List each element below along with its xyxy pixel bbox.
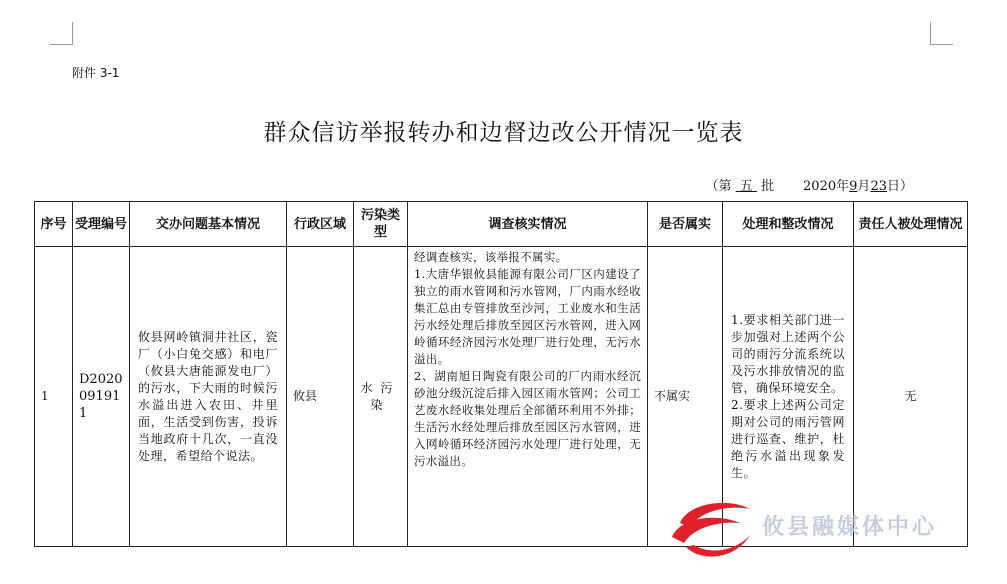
header-seq: 序号 — [35, 202, 73, 247]
investigation-summary: 经调查核实，该举报不属实。 — [414, 250, 568, 264]
batch-day-unit: 日） — [886, 179, 913, 194]
cell-is-true: 不属实 — [648, 247, 723, 547]
cell-accountability: 无 — [854, 247, 968, 547]
media-center-logo-icon — [666, 493, 758, 565]
header-area: 行政区域 — [287, 202, 354, 247]
batch-month-unit: 月 — [857, 179, 871, 194]
header-basic: 交办问题基本情况 — [130, 202, 287, 247]
crop-mark-top-left — [50, 22, 73, 45]
attachment-label: 附件 3-1 — [72, 66, 120, 80]
header-investigation: 调查核实情况 — [408, 202, 648, 247]
cell-type: 水污染 — [354, 247, 408, 547]
report-table — [34, 201, 968, 547]
batch-day: 23 — [870, 179, 887, 194]
header-code: 受理编号 — [73, 202, 130, 247]
header-handling: 处理和整改情况 — [723, 202, 854, 247]
table-header-row — [35, 202, 968, 247]
cell-code: D2020091911 — [73, 247, 130, 547]
crop-mark-top-right — [930, 22, 953, 45]
table-row — [35, 247, 968, 547]
header-is-true: 是否属实 — [648, 202, 723, 247]
cell-seq: 1 — [35, 247, 73, 547]
batch-number: 五 — [739, 179, 753, 194]
batch-year-unit: 年 — [836, 179, 850, 194]
cell-investigation — [408, 247, 648, 547]
batch-open: （第 — [705, 179, 732, 194]
batch-month: 9 — [849, 179, 858, 194]
handling-item-1: 1.要求相关部门进一步加强对上述两个公司的雨污分流系统以及污水排放情况的监管，确保环境安全。 — [731, 312, 845, 395]
page-title: 群众信访举报转办和边督边改公开情况一览表 — [263, 120, 744, 146]
cell-area: 攸县 — [287, 247, 354, 547]
cell-basic: 攸县网岭镇洞井社区，瓷厂（小白兔交感）和电厂（攸县大唐能源发电厂）的污水，下大雨的时候污水溢出进入农田、井里面，生活受到伤害，投诉当地政府十几次，一直没处理，希望给个说法。 — [130, 247, 287, 547]
watermark-text: 攸县融媒体中心 — [762, 515, 938, 540]
handling-item-2: 2.要求上述两公司定期对公司的雨污管网进行巡查、维护，杜绝污水溢出现象发生。 — [731, 397, 845, 480]
batch-word: 批 — [761, 179, 775, 194]
batch-date-line — [705, 175, 913, 194]
header-accountability: 责任人被处理情况 — [854, 202, 968, 247]
header-type: 污染类型 — [354, 202, 408, 247]
batch-year: 2020 — [803, 179, 837, 194]
investigation-item-1: 1.大唐华银攸县能源有限公司厂区内建设了独立的雨水管网和污水管网，厂内雨水经收集汇总由专管排放至沙河，工业废水和生活污水经处理后排放至园区污水管网，进入网岭循环经济园污水处理厂进行处理，无污水溢出。 — [414, 267, 641, 366]
investigation-item-2: 2、湖南旭日陶瓷有限公司的厂内雨水经沉砂池分级沉淀后排入园区雨水管网；公司工艺废水经收集处理后全部循环利用不外排；生活污水经处理后排放至园区污水管网，进入网岭循环经济园污水处理厂进行处理，无污水溢出。 — [414, 369, 641, 468]
